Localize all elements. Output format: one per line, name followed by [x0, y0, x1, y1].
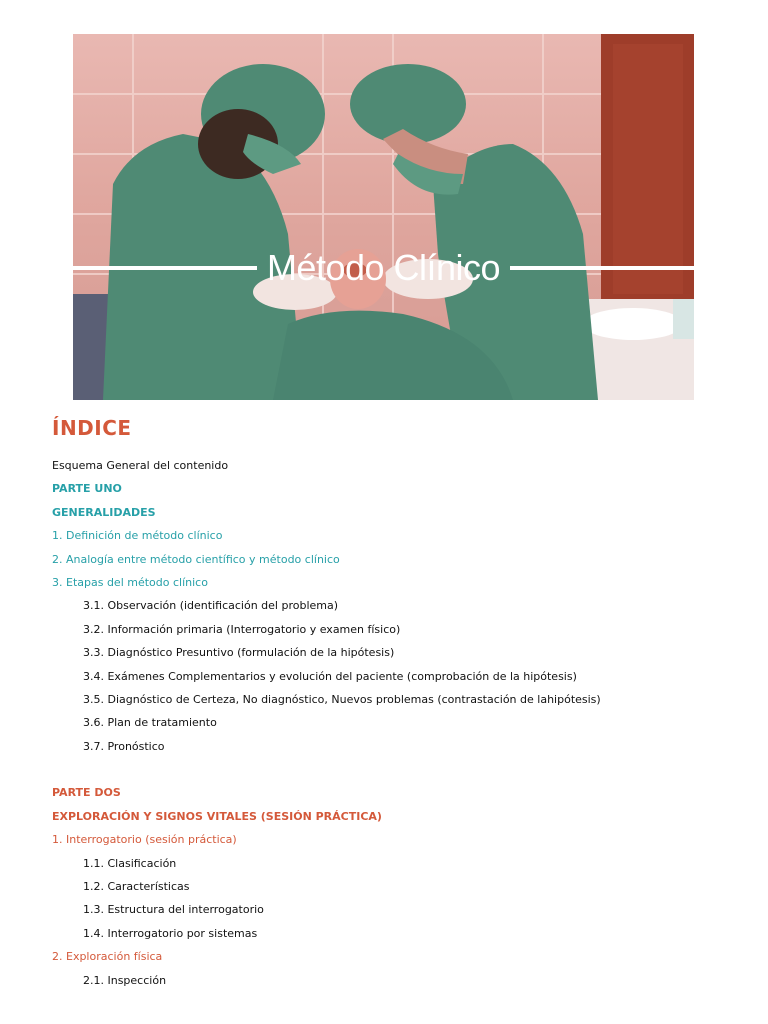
- toc-subitem[interactable]: 3.3. Diagnóstico Presuntivo (formulación de la hipótesis): [83, 646, 395, 660]
- toc-subitem[interactable]: 3.5. Diagnóstico de Certeza, No diagnóstico, Nuevos problemas (contrastación de lahipótesis): [83, 692, 601, 706]
- toc-subitem[interactable]: 3.6. Plan de tratamiento: [83, 716, 217, 730]
- toc-subitem[interactable]: 2.1. Inspección: [83, 973, 167, 987]
- toc-item[interactable]: 1. Interrogatorio (sesión práctica): [52, 833, 237, 847]
- table-of-contents: [52, 412, 742, 992]
- hero-title-row: [73, 242, 694, 294]
- part-one-title[interactable]: GENERALIDADES: [52, 505, 156, 519]
- toc-subitem[interactable]: 3.7. Pronóstico: [83, 739, 165, 753]
- toc-subitem[interactable]: 3.1. Observación (identificación del problema): [83, 599, 339, 613]
- toc-subitem[interactable]: 1.4. Interrogatorio por sistemas: [83, 926, 258, 940]
- toc-subitem[interactable]: 1.1. Clasificación: [83, 856, 177, 870]
- hero-banner: [73, 34, 694, 400]
- toc-item[interactable]: 2. Analogía entre método científico y método clínico: [52, 552, 340, 566]
- toc-intro: Esquema General del contenido: [52, 459, 229, 472]
- title-divider-left: [73, 266, 257, 270]
- part-two-label[interactable]: PARTE DOS: [52, 786, 121, 800]
- toc-subitem[interactable]: 3.2. Información primaria (Interrogatorio y examen físico): [83, 622, 401, 636]
- toc-subitem[interactable]: 1.2. Características: [83, 880, 190, 894]
- part-two-title[interactable]: EXPLORACIÓN Y SIGNOS VITALES (SESIÓN PRÁCTICA): [52, 809, 382, 823]
- dental-procedure-photo: [73, 34, 694, 400]
- part-one-label[interactable]: PARTE UNO: [52, 482, 122, 496]
- toc-heading: ÍNDICE: [52, 416, 132, 440]
- toc-subitem[interactable]: 1.3. Estructura del interrogatorio: [83, 903, 264, 917]
- toc-item[interactable]: 2. Exploración física: [52, 950, 163, 964]
- toc-item[interactable]: 1. Definición de método clínico: [52, 529, 223, 543]
- title-divider-right: [510, 266, 694, 270]
- toc-subitem[interactable]: 3.4. Exámenes Complementarios y evolución del paciente (comprobación de la hipótesis): [83, 669, 577, 683]
- toc-item[interactable]: 3. Etapas del método clínico: [52, 575, 208, 589]
- section-gap: [52, 758, 742, 781]
- hero-title: Método Clínico: [266, 247, 501, 288]
